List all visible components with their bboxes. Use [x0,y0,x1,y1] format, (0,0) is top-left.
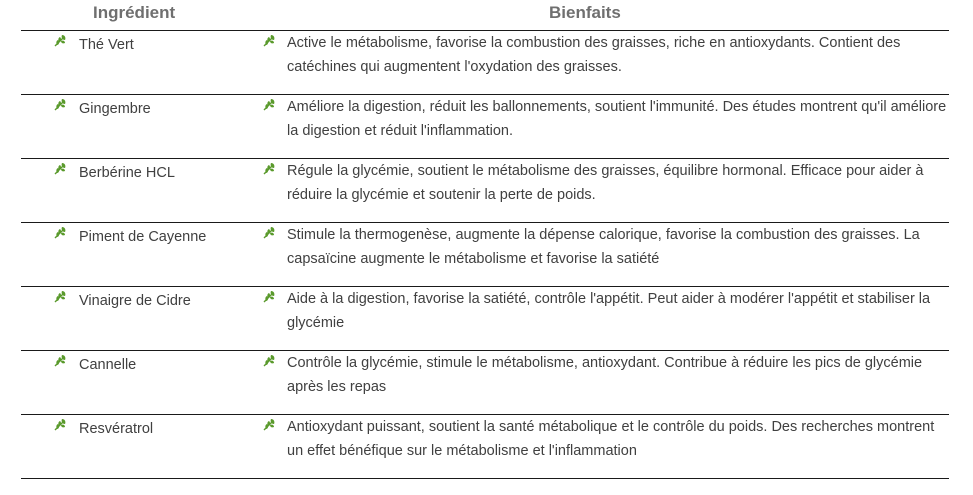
leaf-icon [262,354,276,368]
table-row [21,222,949,286]
ingredients-table [21,30,949,479]
ingredient-benefits: Antioxydant puissant, soutient la santé métabolique et le contrôle du poids. Des recherches montrent un effet bénéfique sur le métabolisme et l'inflammation [287,419,935,459]
ingredient-name: Gingembre [79,101,151,117]
leaf-icon [53,226,67,240]
ingredient-benefits: Stimule la thermogenèse, augmente la dépense calorique, favorise la combustion des graisses. La capsaïcine augmente le métabolisme et favorise la satiété [287,227,920,267]
leaf-icon [53,290,67,304]
leaf-icon [262,290,276,304]
table-row [21,286,949,350]
leaf-icon [53,34,67,48]
ingredient-benefits: Contrôle la glycémie, stimule le métabolisme, antioxydant. Contribue à réduire les pics de glycémie après les repas [287,355,923,395]
ingredient-name: Resvératrol [79,421,154,437]
ingredient-name: Vinaigre de Cidre [79,293,191,309]
ingredient-name: Berbérine HCL [79,165,175,181]
ingredient-benefits: Aide à la digestion, favorise la satiété, contrôle l'appétit. Peut aider à modérer l'appétit et stabiliser la glycémie [287,291,931,331]
leaf-icon [53,354,67,368]
ingredient-benefits: Active le métabolisme, favorise la combustion des graisses, riche en antioxydants. Contient des catéchines qui augmentent l'oxydation des graisses. [287,35,901,75]
column-header-benefits: Bienfaits [549,3,621,22]
ingredient-name: Cannelle [79,357,137,373]
leaf-icon [262,34,276,48]
table-header [0,0,973,30]
table-row [21,94,949,158]
leaf-icon [262,162,276,176]
ingredient-name: Piment de Cayenne [79,229,207,245]
ingredient-benefits: Régule la glycémie, soutient le métabolisme des graisses, équilibre hormonal. Efficace pour aider à réduire la glycémie et soutenir la perte de poids. [287,163,924,203]
ingredient-benefits: Améliore la digestion, réduit les ballonnements, soutient l'immunité. Des études montrent qu'il améliore la digestion et réduit l'inflammation. [287,99,947,139]
leaf-icon [53,418,67,432]
table-row [21,158,949,222]
column-header-ingredient: Ingrédient [93,3,176,22]
leaf-icon [262,226,276,240]
leaf-icon [53,162,67,176]
leaf-icon [53,98,67,112]
table-row [21,350,949,414]
table-row [21,414,949,479]
leaf-icon [262,98,276,112]
leaf-icon [262,418,276,432]
table-row [21,30,949,94]
ingredient-name: Thé Vert [79,37,134,53]
